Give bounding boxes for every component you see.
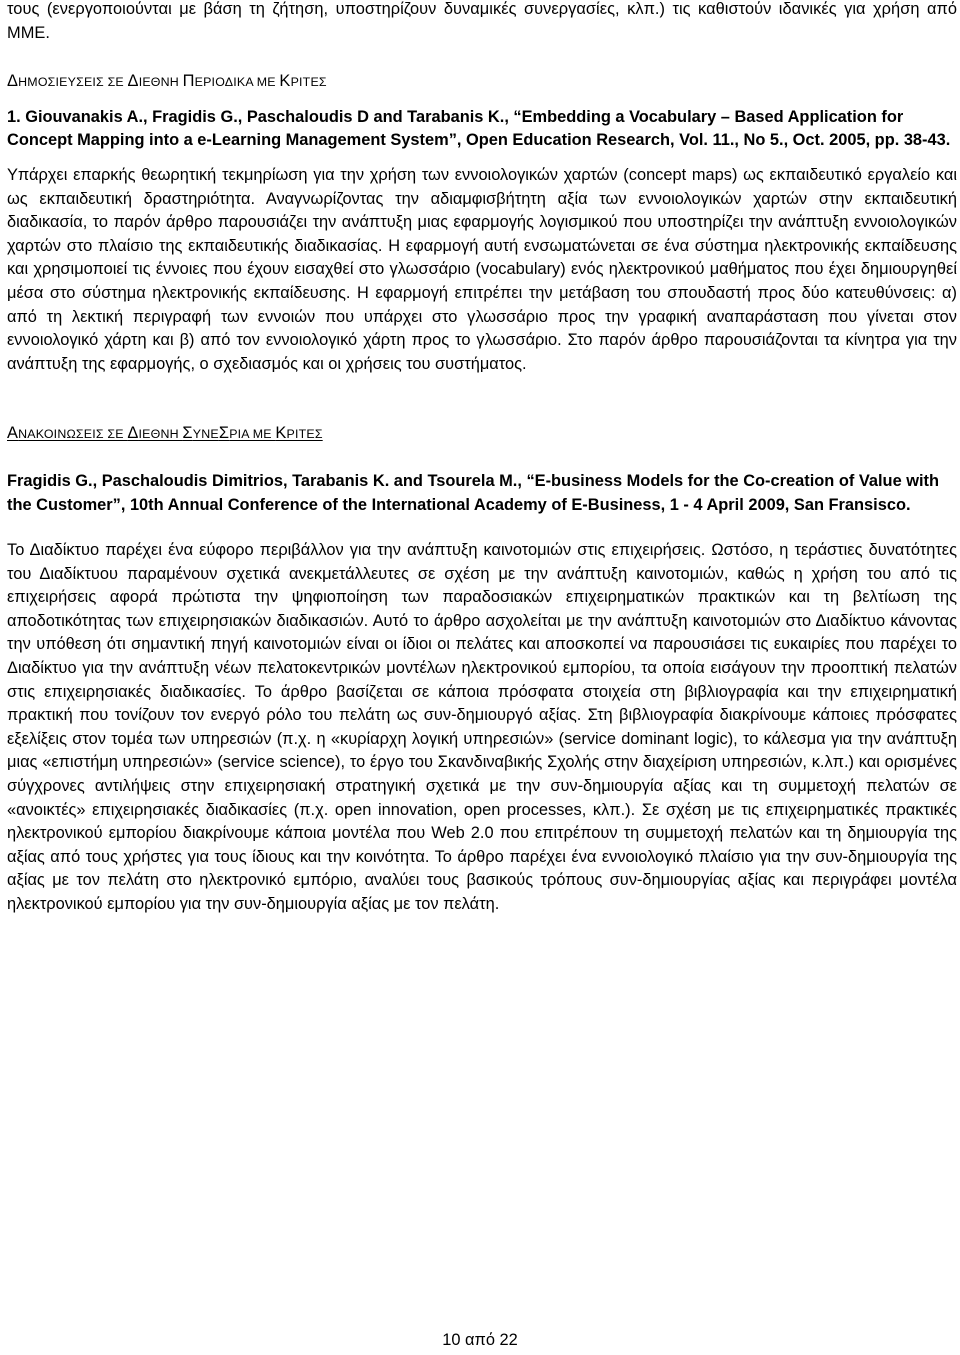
document-page bbox=[7, 0, 957, 917]
section-heading-conferences: ΑΝΑΚΟΙΝΩΣΕΙΣ ΣΕ ΔΙΕΘΝΗ ΣΥΝΕΣΡΙΑ ΜΕ ΚΡΙΤΕΣ bbox=[7, 424, 323, 443]
reference-conference: Fragidis G., Paschaloudis Dimitrios, Tarabanis K. and Tsourela M., “E-business Models for the Co-creation of Value with the Customer”, 10th Annual Conference of the International Academy of E-Business, 1 - 4 April 2009, San Fransisco. bbox=[7, 471, 940, 514]
intro-fragment: τους (ενεργοποιούνται με βάση τη ζήτηση, υποστηρίζουν δυναμικές συνεργασίες, κλπ.) τις καθιστούν ιδανικές για χρήση από ΜΜΕ. bbox=[7, 0, 957, 42]
page-number: 10 από 22 bbox=[442, 1331, 518, 1349]
abstract-journal: Υπάρχει επαρκής θεωρητική τεκμηρίωση για την χρήση των εννοιολογικών χαρτών (concept maps) ως εκπαιδευτικό εργαλείο και ως εκπαιδευτική δραστηριότητα. Αναγνωρίζοντας την αδιαμφισβήτητη αξία των εννοιολογικών χαρτών στην εκπαιδευτική διαδικασία, το παρόν άρθρο παρουσιάζει την ανάπτυξη μιας εφαρμογής λογισμικού που υποστηρίζει την ανάπτυξη εννοιολογικών χαρτών στο πλαίσιο της εκπαιδευτικής διαδικασίας. Η εφαρμογή αυτή ενσωματώνεται σε ένα σύστημα ηλεκτρονικής εκπαίδευσης και χρησιμοποιεί τις έννοιες που έχουν εισαχθεί στο γλωσσάριο (vocabulary) ενός ηλεκτρονικού μαθήματος που έχει δημιουργηθεί μέσα στο σύστημα ηλεκτρονικής εκπαίδευσης. Η εφαρμογή επιτρέπει την μετάβαση του σπουδαστή προς δύο κατευθύνσεις: α) από τη λεκτική περιγραφή των εννοιών που υπάρχει στο γλωσσάριο προς την γραφική αναπαράσταση που γίνεται στον εννοιολογικό χάρτη και β) από τον εννοιολογικό χάρτη προς το γλωσσάριο. Στο παρόν άρθρο παρουσιάζονται τα κίνητρα για την ανάπτυξη της εφαρμογής, ο σχεδιασμός και οι χρήσεις του συστήματος. bbox=[7, 165, 957, 373]
section-heading-journals: ΔΗΜΟΣΙΕΥΣΕΙΣ ΣΕ ΔΙΕΘΝΗ ΠΕΡΙΟΔΙΚΑ ΜΕ ΚΡΙΤΕΣ bbox=[7, 72, 327, 91]
abstract-conference: Το Διαδίκτυο παρέχει ένα εύφορο περιβάλλον για την ανάπτυξη καινοτομιών στις επιχειρήσεις. Ωστόσο, η τεράστιες δυνατότητες του Διαδίκτυου παραμένουν σχετικά ανεκμετάλλευτες σε σχέση με την ανάπτυξη καινοτομιών, καθώς η χρήση του από τις επιχειρήσεις αφορά πρώτιστα την ψηφιοποίηση των παραδοσιακών επιχειρηματικών πρακτικών και τη βελτίωση της αποδοτικότητας των επιχειρησιακών διαδικασιών. Αυτό το άρθρο ασχολείται με την ανάπτυξη καινοτομιών στο Διαδίκτυο κάνοντας την υπόθεση ότι σημαντική πηγή καινοτομιών είναι οι ίδιοι οι πελάτες και αποσκοπεί να παρουσιάσει τις ευκαιρίες που παρέχει το Διαδίκτυο για την ανάπτυξη νέων πελατοκεντρικών μοντέλων ηλεκτρονικού εμπορίου, τα οποία εισάγουν την προοπτική πελατών στις επιχειρησιακές διαδικασίες. Το άρθρο βασίζεται σε κάποια πρόσφατα στοιχεία στη βιβλιογραφία και την επιχειρηματική πρακτική που τονίζουν τον ενεργό ρόλο του πελάτη ως συν-δημιουργό αξίας. Στη βιβλιογραφία διακρίνουμε κάποιες πρόσφατες εξελίξεις στον τομέα των υπηρεσιών (π.χ. η «κυρίαρχη λογική υπηρεσιών» (service dominant logic), το κάλεσμα για την ανάπτυξη μιας «επιστήμη υπηρεσιών» (service science), το έργο του Σκανδιναβικής Σχολής στην διαχείριση υπηρεσιών, κ.λπ.) και ορισμένες σύγχρονες αντιλήψεις στην επιχειρησιακή στρατηγική σχετικά με την συν-δημιουργία αξίας και τη συμμετοχή πελατών σε «ανοικτές» επιχειρησιακές διαδικασίες (π.χ. open innovation, open processes, κλπ.). Σε σχέση με τις επιχειρηματικές πρακτικές ηλεκτρονικού εμπορίου διακρίνουμε κάποια μοντέλα που Web 2.0 που επιτρέπουν τη συμμετοχή πελατών και τη δημιουργία της αξίας από τους χρήστες για τους ίδιους και την κοινότητα. Το άρθρο παρέχει ένα εννοιολογικό πλαίσιο για την συν-δημιουργία της αξίας με τον πελάτη στο ηλεκτρονικό εμπόριο, αναλύει τους βασικούς τρόπους συν-δημιουργίας αξίας και περιγράφει μοντέλα ηλεκτρονικού εμπορίου για την συν-δημιουργία αξίας με τον πελάτη. bbox=[7, 541, 957, 913]
reference-journal: 1. Giouvanakis A., Fragidis G., Paschaloudis D and Tarabanis K., “Embedding a Vocabulary – Based Application for Concept Mapping into a e-Learning Management System”, Open Education Research, Vol. 11., No 5., Oct. 2005, pp. 38-43. bbox=[7, 107, 951, 150]
